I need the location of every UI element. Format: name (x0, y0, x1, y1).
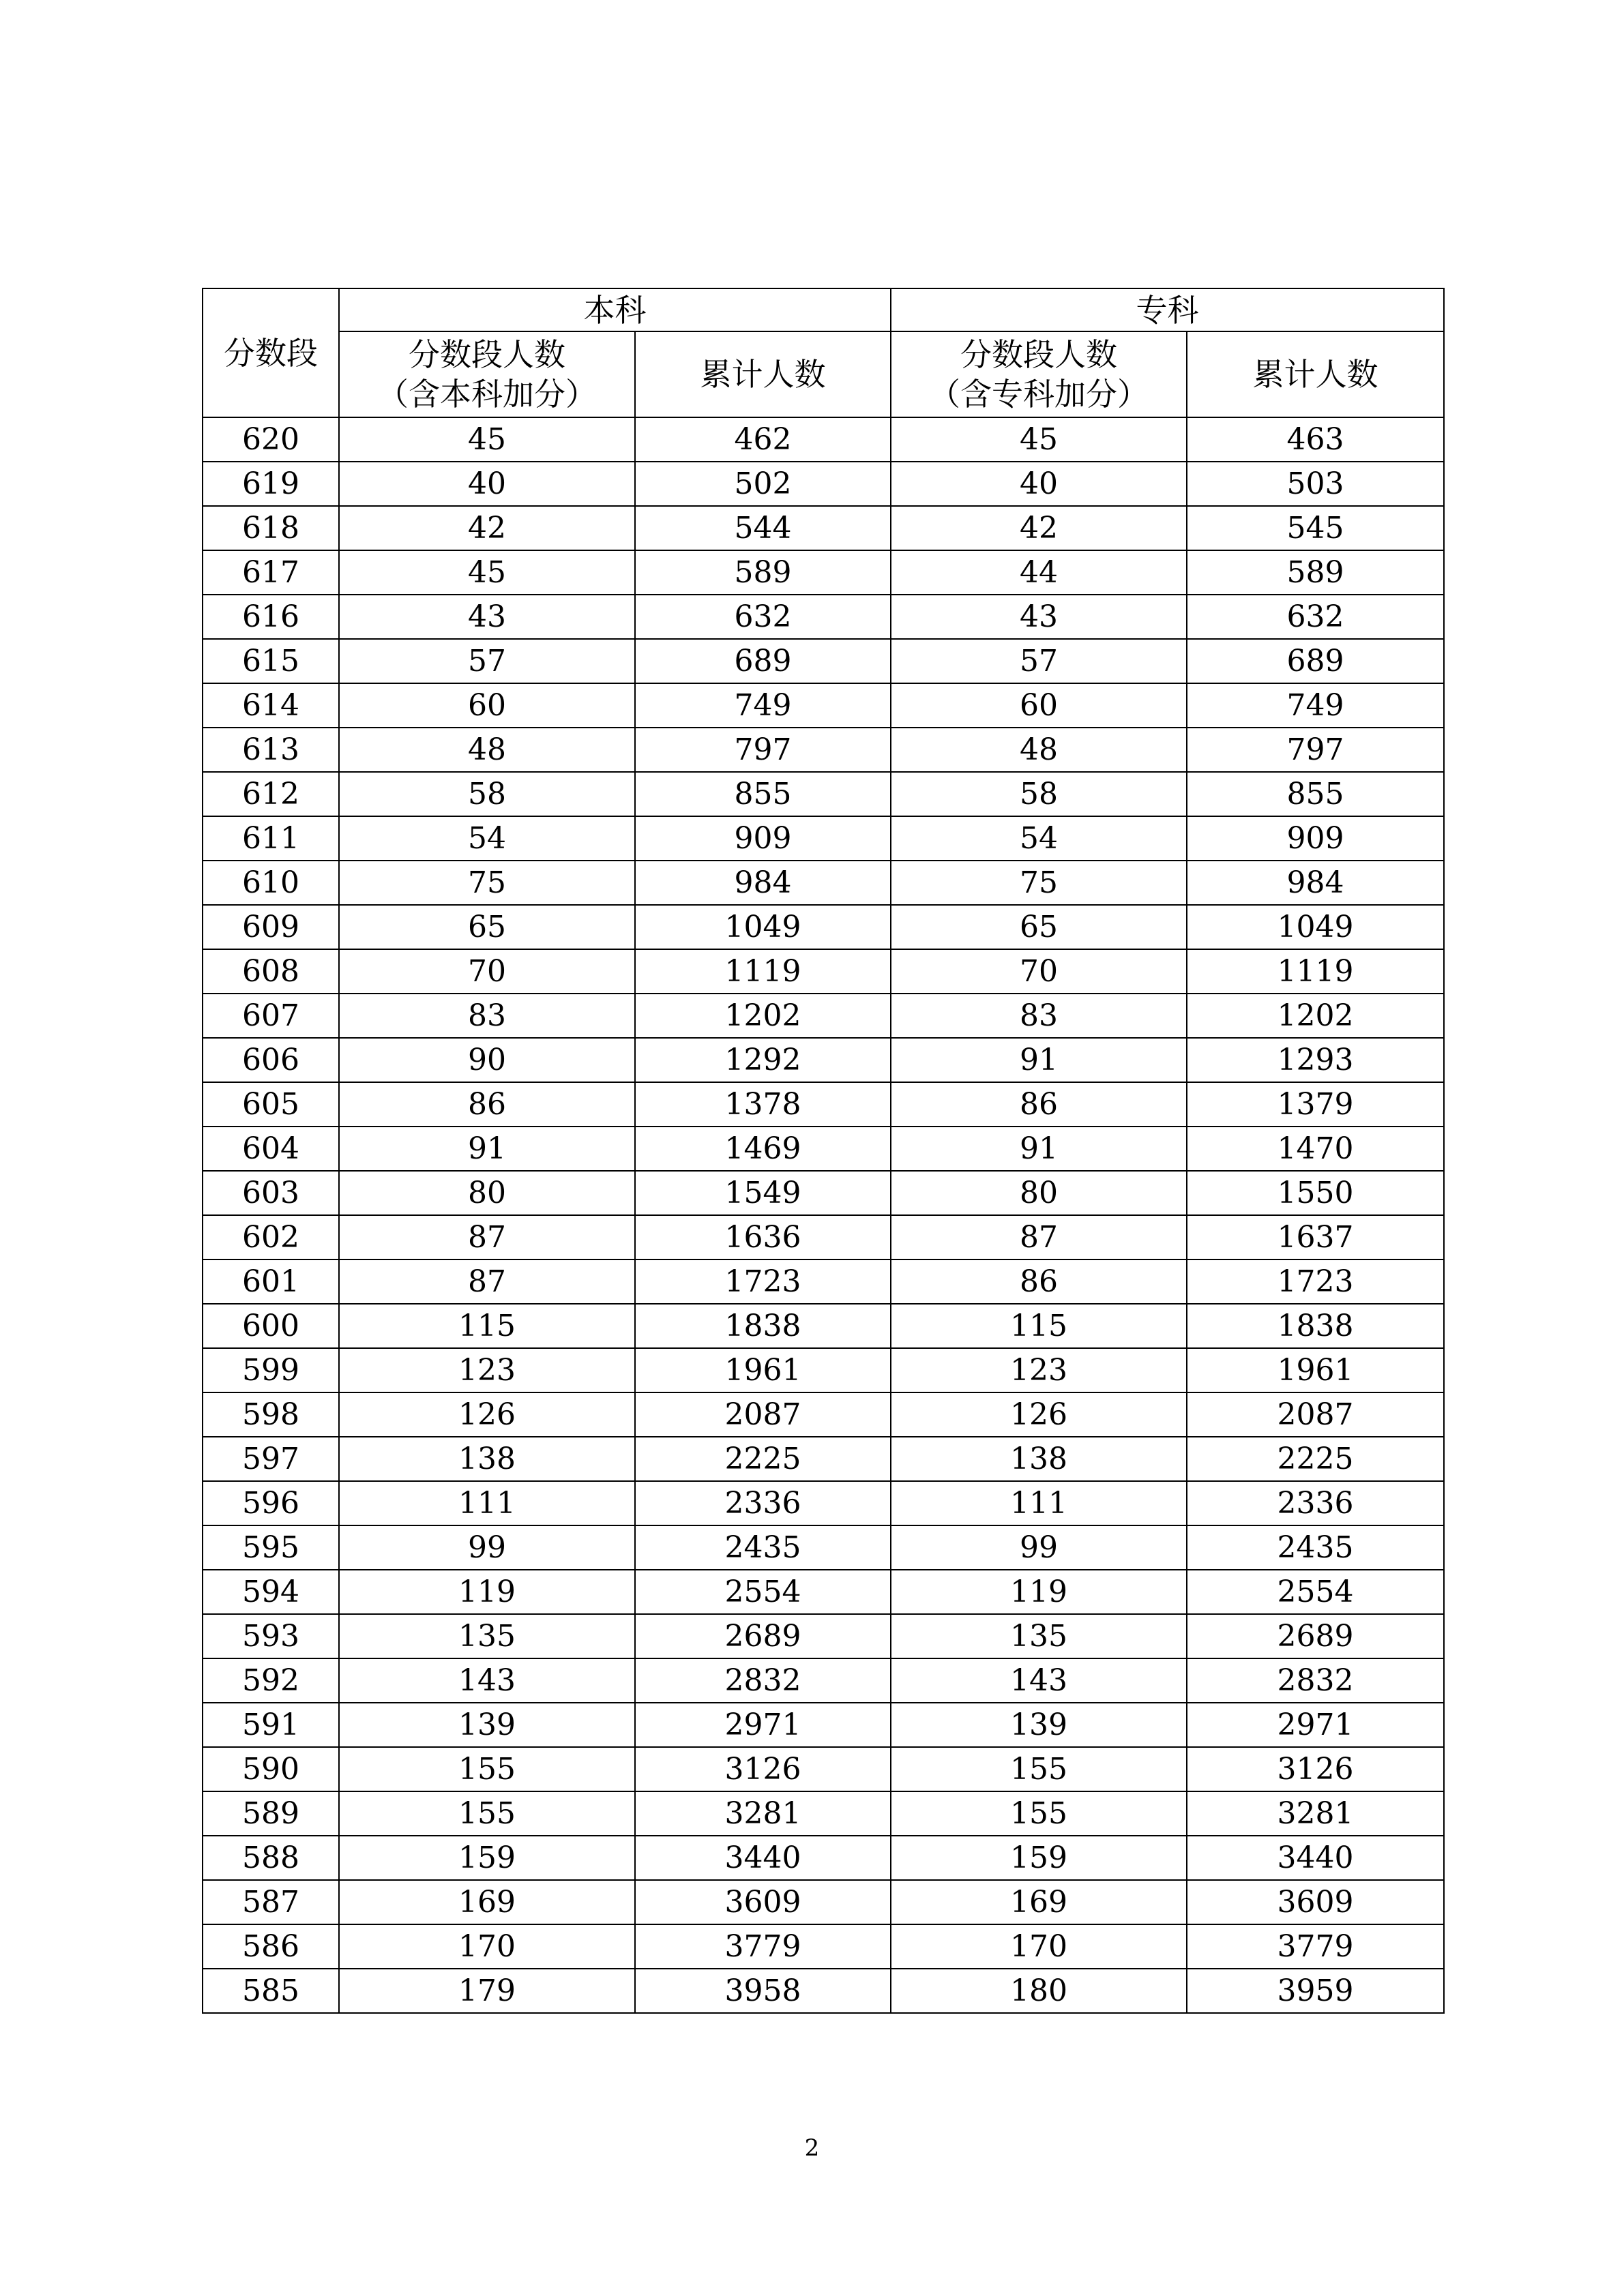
junior-college-cumulative-cell: 1049 (1187, 905, 1444, 949)
undergraduate-count-cell: 115 (339, 1304, 635, 1348)
undergraduate-cumulative-cell: 1723 (635, 1259, 891, 1304)
junior-college-count-cell: 60 (891, 683, 1187, 728)
undergraduate-count-cell: 91 (339, 1127, 635, 1171)
junior-college-count-cell: 170 (891, 1924, 1187, 1969)
undergraduate-count-header-line2: （含本科加分） (377, 376, 597, 413)
score-cell: 585 (203, 1969, 339, 2013)
table-row (203, 595, 1444, 639)
undergraduate-count-cell: 40 (339, 462, 635, 506)
table-row (203, 949, 1444, 994)
undergraduate-count-cell: 179 (339, 1969, 635, 2013)
score-cell: 595 (203, 1525, 339, 1570)
junior-college-count-cell: 75 (891, 861, 1187, 905)
junior-college-cumulative-cell: 3959 (1187, 1969, 1444, 2013)
undergraduate-cumulative-cell: 3440 (635, 1836, 891, 1880)
junior-college-count-header-line2: （含专科加分） (929, 376, 1149, 413)
junior-college-count-cell: 91 (891, 1127, 1187, 1171)
table-row (203, 994, 1444, 1038)
undergraduate-count-cell: 58 (339, 772, 635, 816)
undergraduate-cumulative-cell: 2336 (635, 1481, 891, 1525)
junior-college-count-cell: 57 (891, 639, 1187, 683)
junior-college-cumulative-cell: 2087 (1187, 1392, 1444, 1437)
undergraduate-cumulative-cell: 462 (635, 417, 891, 462)
score-cell: 616 (203, 595, 339, 639)
score-cell: 587 (203, 1880, 339, 1924)
score-cell: 612 (203, 772, 339, 816)
undergraduate-cumulative-cell: 689 (635, 639, 891, 683)
junior-college-count-cell: 65 (891, 905, 1187, 949)
table-row (203, 1127, 1444, 1171)
undergraduate-count-cell: 123 (339, 1348, 635, 1392)
undergraduate-count-cell: 138 (339, 1437, 635, 1481)
table-row (203, 772, 1444, 816)
junior-college-count-cell: 83 (891, 994, 1187, 1038)
junior-college-count-cell: 169 (891, 1880, 1187, 1924)
table-row (203, 905, 1444, 949)
table-row (203, 1348, 1444, 1392)
table-row (203, 550, 1444, 595)
undergraduate-cumulative-cell: 855 (635, 772, 891, 816)
undergraduate-count-cell: 159 (339, 1836, 635, 1880)
junior-college-cumulative-cell: 3126 (1187, 1747, 1444, 1791)
undergraduate-count-cell: 143 (339, 1658, 635, 1703)
table-body (203, 417, 1444, 2013)
score-cell: 590 (203, 1747, 339, 1791)
score-cell: 607 (203, 994, 339, 1038)
junior-college-count-cell: 111 (891, 1481, 1187, 1525)
undergraduate-cumulative-cell: 1469 (635, 1127, 891, 1171)
score-cell: 599 (203, 1348, 339, 1392)
junior-college-cumulative-cell: 463 (1187, 417, 1444, 462)
undergraduate-cumulative-cell: 544 (635, 506, 891, 550)
junior-college-cumulative-cell: 2689 (1187, 1614, 1444, 1658)
table-row (203, 861, 1444, 905)
undergraduate-cumulative-cell: 2832 (635, 1658, 891, 1703)
undergraduate-count-cell: 87 (339, 1215, 635, 1259)
score-cell: 594 (203, 1570, 339, 1614)
junior-college-cumulative-cell: 797 (1187, 728, 1444, 772)
junior-college-cumulative-cell: 689 (1187, 639, 1444, 683)
table-row (203, 1525, 1444, 1570)
score-cell: 610 (203, 861, 339, 905)
junior-college-cumulative-cell: 2971 (1187, 1703, 1444, 1747)
junior-college-count-cell: 58 (891, 772, 1187, 816)
junior-college-cumulative-cell: 749 (1187, 683, 1444, 728)
junior-college-count-cell: 126 (891, 1392, 1187, 1437)
table-row (203, 1703, 1444, 1747)
undergraduate-cumulative-cell: 1049 (635, 905, 891, 949)
undergraduate-count-cell: 75 (339, 861, 635, 905)
score-column-header: 分数段 (203, 288, 339, 417)
undergraduate-count-cell: 155 (339, 1791, 635, 1836)
table-row (203, 1038, 1444, 1082)
table-row (203, 1836, 1444, 1880)
junior-college-group-header: 专科 (891, 288, 1444, 331)
undergraduate-cumulative-cell: 3779 (635, 1924, 891, 1969)
undergraduate-cumulative-cell: 589 (635, 550, 891, 595)
undergraduate-count-header-line1: 分数段人数 (409, 336, 565, 373)
score-cell: 615 (203, 639, 339, 683)
undergraduate-cumulative-cell: 3281 (635, 1791, 891, 1836)
table-row (203, 728, 1444, 772)
undergraduate-cumulative-cell: 2435 (635, 1525, 891, 1570)
undergraduate-group-header: 本科 (339, 288, 891, 331)
table-row (203, 506, 1444, 550)
junior-college-cumulative-cell: 589 (1187, 550, 1444, 595)
score-cell: 611 (203, 816, 339, 861)
junior-college-count-cell: 123 (891, 1348, 1187, 1392)
score-cell: 596 (203, 1481, 339, 1525)
undergraduate-count-cell: 43 (339, 595, 635, 639)
junior-college-cumulative-cell: 632 (1187, 595, 1444, 639)
junior-college-count-cell: 54 (891, 816, 1187, 861)
undergraduate-count-cell: 45 (339, 417, 635, 462)
junior-college-count-cell: 119 (891, 1570, 1187, 1614)
undergraduate-cumulative-cell: 502 (635, 462, 891, 506)
undergraduate-cumulative-cell: 1378 (635, 1082, 891, 1127)
table-row (203, 1791, 1444, 1836)
table-row (203, 1304, 1444, 1348)
undergraduate-cumulative-cell: 797 (635, 728, 891, 772)
score-cell: 588 (203, 1836, 339, 1880)
junior-college-cumulative-cell: 3281 (1187, 1791, 1444, 1836)
table-row (203, 417, 1444, 462)
table-row (203, 1259, 1444, 1304)
score-cell: 613 (203, 728, 339, 772)
junior-college-cumulative-cell: 1293 (1187, 1038, 1444, 1082)
undergraduate-count-cell: 90 (339, 1038, 635, 1082)
score-distribution-table (202, 288, 1445, 2014)
undergraduate-cumulative-header: 累计人数 (635, 331, 891, 417)
table-row (203, 816, 1444, 861)
junior-college-cumulative-cell: 2225 (1187, 1437, 1444, 1481)
undergraduate-cumulative-cell: 632 (635, 595, 891, 639)
undergraduate-cumulative-cell: 2087 (635, 1392, 891, 1437)
junior-college-count-cell: 135 (891, 1614, 1187, 1658)
table-row (203, 1969, 1444, 2013)
score-cell: 601 (203, 1259, 339, 1304)
undergraduate-count-cell: 80 (339, 1171, 635, 1215)
table-row (203, 1924, 1444, 1969)
undergraduate-count-cell: 83 (339, 994, 635, 1038)
junior-college-cumulative-cell: 1119 (1187, 949, 1444, 994)
junior-college-cumulative-cell: 1637 (1187, 1215, 1444, 1259)
table-row (203, 1437, 1444, 1481)
undergraduate-count-cell: 126 (339, 1392, 635, 1437)
junior-college-count-cell: 86 (891, 1082, 1187, 1127)
table-row (203, 1082, 1444, 1127)
undergraduate-count-cell: 111 (339, 1481, 635, 1525)
score-cell: 605 (203, 1082, 339, 1127)
table-row (203, 1481, 1444, 1525)
undergraduate-count-cell: 65 (339, 905, 635, 949)
header-row-groups (203, 288, 1444, 331)
undergraduate-count-cell: 119 (339, 1570, 635, 1614)
undergraduate-count-cell: 139 (339, 1703, 635, 1747)
undergraduate-count-cell: 99 (339, 1525, 635, 1570)
undergraduate-cumulative-cell: 2554 (635, 1570, 891, 1614)
undergraduate-count-cell: 54 (339, 816, 635, 861)
junior-college-cumulative-cell: 503 (1187, 462, 1444, 506)
junior-college-count-cell: 138 (891, 1437, 1187, 1481)
undergraduate-count-cell: 70 (339, 949, 635, 994)
page-number: 2 (804, 2134, 820, 2162)
junior-college-cumulative-cell: 3779 (1187, 1924, 1444, 1969)
junior-college-count-cell: 115 (891, 1304, 1187, 1348)
score-cell: 618 (203, 506, 339, 550)
undergraduate-count-cell: 57 (339, 639, 635, 683)
undergraduate-cumulative-cell: 1292 (635, 1038, 891, 1082)
undergraduate-count-cell: 48 (339, 728, 635, 772)
junior-college-cumulative-cell: 1723 (1187, 1259, 1444, 1304)
junior-college-count-cell: 143 (891, 1658, 1187, 1703)
undergraduate-cumulative-cell: 749 (635, 683, 891, 728)
score-cell: 606 (203, 1038, 339, 1082)
junior-college-cumulative-cell: 2336 (1187, 1481, 1444, 1525)
junior-college-cumulative-cell: 3609 (1187, 1880, 1444, 1924)
table-row (203, 1171, 1444, 1215)
undergraduate-count-cell: 45 (339, 550, 635, 595)
junior-college-count-cell: 155 (891, 1747, 1187, 1791)
junior-college-cumulative-cell: 1202 (1187, 994, 1444, 1038)
table-row (203, 1614, 1444, 1658)
junior-college-count-cell: 80 (891, 1171, 1187, 1215)
junior-college-count-cell: 40 (891, 462, 1187, 506)
junior-college-count-cell: 91 (891, 1038, 1187, 1082)
undergraduate-cumulative-cell: 2971 (635, 1703, 891, 1747)
junior-college-cumulative-cell: 1961 (1187, 1348, 1444, 1392)
undergraduate-count-cell: 42 (339, 506, 635, 550)
undergraduate-cumulative-cell: 1961 (635, 1348, 891, 1392)
junior-college-count-cell: 48 (891, 728, 1187, 772)
table-row (203, 1215, 1444, 1259)
table-row (203, 1880, 1444, 1924)
undergraduate-cumulative-cell: 1549 (635, 1171, 891, 1215)
undergraduate-cumulative-cell: 3126 (635, 1747, 891, 1791)
score-cell: 602 (203, 1215, 339, 1259)
header-row-columns (203, 331, 1444, 417)
score-cell: 598 (203, 1392, 339, 1437)
undergraduate-cumulative-cell: 1202 (635, 994, 891, 1038)
junior-college-cumulative-cell: 909 (1187, 816, 1444, 861)
undergraduate-count-header (339, 331, 635, 417)
table-row (203, 462, 1444, 506)
undergraduate-cumulative-cell: 2225 (635, 1437, 891, 1481)
score-cell: 603 (203, 1171, 339, 1215)
table-row (203, 683, 1444, 728)
score-cell: 591 (203, 1703, 339, 1747)
junior-college-count-cell: 99 (891, 1525, 1187, 1570)
table-row (203, 1570, 1444, 1614)
undergraduate-count-cell: 170 (339, 1924, 635, 1969)
junior-college-cumulative-cell: 2435 (1187, 1525, 1444, 1570)
score-cell: 620 (203, 417, 339, 462)
undergraduate-count-cell: 135 (339, 1614, 635, 1658)
junior-college-cumulative-cell: 1470 (1187, 1127, 1444, 1171)
score-cell: 608 (203, 949, 339, 994)
score-cell: 597 (203, 1437, 339, 1481)
junior-college-count-cell: 43 (891, 595, 1187, 639)
table-row (203, 1658, 1444, 1703)
junior-college-cumulative-cell: 2832 (1187, 1658, 1444, 1703)
score-cell: 589 (203, 1791, 339, 1836)
undergraduate-cumulative-cell: 1636 (635, 1215, 891, 1259)
score-cell: 593 (203, 1614, 339, 1658)
junior-college-count-cell: 139 (891, 1703, 1187, 1747)
score-cell: 592 (203, 1658, 339, 1703)
junior-college-count-cell: 45 (891, 417, 1187, 462)
junior-college-count-cell: 70 (891, 949, 1187, 994)
score-cell: 600 (203, 1304, 339, 1348)
junior-college-cumulative-cell: 2554 (1187, 1570, 1444, 1614)
junior-college-cumulative-cell: 3440 (1187, 1836, 1444, 1880)
score-cell: 617 (203, 550, 339, 595)
undergraduate-cumulative-cell: 1119 (635, 949, 891, 994)
junior-college-count-header-line1: 分数段人数 (960, 336, 1117, 373)
score-cell: 614 (203, 683, 339, 728)
junior-college-count-cell: 87 (891, 1215, 1187, 1259)
score-cell: 604 (203, 1127, 339, 1171)
score-cell: 619 (203, 462, 339, 506)
junior-college-count-cell: 44 (891, 550, 1187, 595)
junior-college-count-cell: 180 (891, 1969, 1187, 2013)
undergraduate-cumulative-cell: 2689 (635, 1614, 891, 1658)
undergraduate-count-cell: 155 (339, 1747, 635, 1791)
undergraduate-count-cell: 169 (339, 1880, 635, 1924)
undergraduate-cumulative-cell: 1838 (635, 1304, 891, 1348)
junior-college-cumulative-cell: 855 (1187, 772, 1444, 816)
junior-college-count-cell: 155 (891, 1791, 1187, 1836)
undergraduate-cumulative-cell: 3958 (635, 1969, 891, 2013)
junior-college-cumulative-cell: 1838 (1187, 1304, 1444, 1348)
junior-college-count-cell: 86 (891, 1259, 1187, 1304)
undergraduate-cumulative-cell: 984 (635, 861, 891, 905)
undergraduate-cumulative-cell: 3609 (635, 1880, 891, 1924)
undergraduate-count-cell: 87 (339, 1259, 635, 1304)
junior-college-cumulative-header: 累计人数 (1187, 331, 1444, 417)
table-row (203, 1392, 1444, 1437)
junior-college-count-header (891, 331, 1187, 417)
score-cell: 586 (203, 1924, 339, 1969)
table-header (203, 288, 1444, 417)
junior-college-cumulative-cell: 984 (1187, 861, 1444, 905)
score-cell: 609 (203, 905, 339, 949)
junior-college-count-cell: 159 (891, 1836, 1187, 1880)
junior-college-cumulative-cell: 545 (1187, 506, 1444, 550)
junior-college-count-cell: 42 (891, 506, 1187, 550)
table-row (203, 1747, 1444, 1791)
junior-college-cumulative-cell: 1550 (1187, 1171, 1444, 1215)
undergraduate-count-cell: 60 (339, 683, 635, 728)
junior-college-cumulative-cell: 1379 (1187, 1082, 1444, 1127)
undergraduate-count-cell: 86 (339, 1082, 635, 1127)
table-row (203, 639, 1444, 683)
undergraduate-cumulative-cell: 909 (635, 816, 891, 861)
